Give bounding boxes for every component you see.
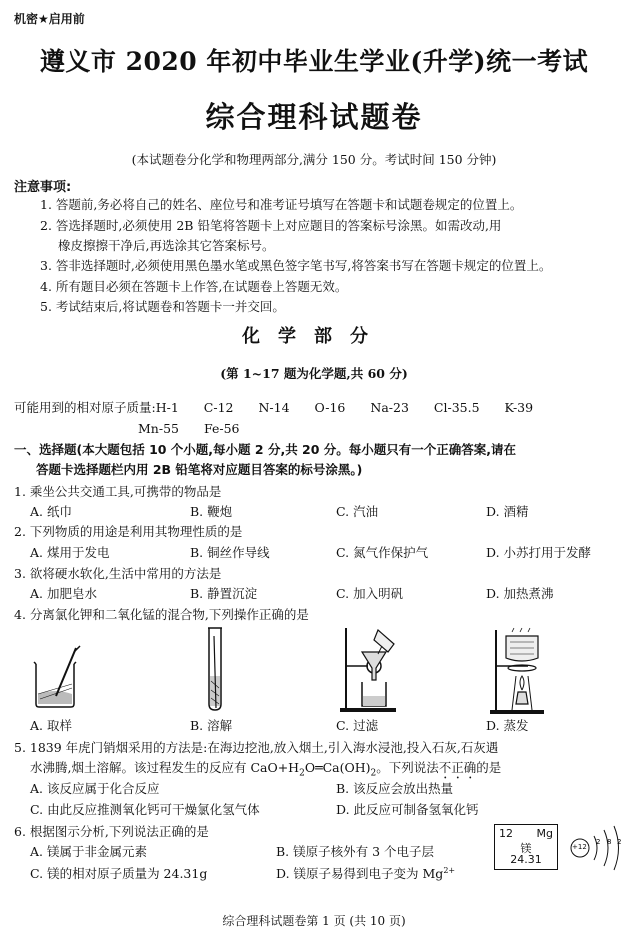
q6-d-superscript: 2+ <box>443 865 456 875</box>
q3-option-c: C. 加入明矾 <box>336 586 404 601</box>
q2-option-a: A. 煤用于发电 <box>30 545 110 560</box>
q5-text: O═Ca(OH) <box>304 760 371 775</box>
q2-option-c: C. 氮气作保护气 <box>336 545 429 560</box>
q5-option-c: C. 由此反应推测氧化钙可干燥氯化氢气体 <box>30 802 260 817</box>
shell-3-count: 2 <box>617 838 622 846</box>
notice-line: 4. 所有题目必须在答题卡上作答,在试题卷上答题无效。 <box>40 279 348 294</box>
q1-option-c: C. 汽油 <box>336 504 379 519</box>
dissolving-figure <box>200 626 230 712</box>
q1-option-a: A. 纸巾 <box>30 504 72 519</box>
atomic-masses: 可能用到的相对原子质量:H-1 C-12 N-14 O-16 Na-23 Cl-35.5 K-39 <box>14 400 534 415</box>
notice-line: 2. 答选择题时,必须使用 2B 铅笔将答题卡上对应题目的答案标号涂黑。如需改动,用 <box>40 218 502 233</box>
notice-line: 1. 答题前,务必将自己的姓名、座位号和准考证号填写在答题卡和试题卷规定的位置上。 <box>40 197 523 212</box>
exam-info: (本试题卷分化学和物理两部分,满分 150 分。考试时间 150 分钟) <box>131 152 497 167</box>
atomic-number: 12 <box>499 827 513 840</box>
section-title: 化学部分 <box>242 326 386 347</box>
q4-option-b: B. 溶解 <box>190 718 233 733</box>
exam-title: 遵义市 2020 年初中毕业生学业(升学)统一考试 <box>39 47 589 76</box>
question-6-stem: 6. 根据图示分析,下列说法正确的是 <box>14 824 209 839</box>
notice-line: 橡皮擦擦干净后,再选涂其它答案标号。 <box>58 238 275 253</box>
q5-option-a: A. 该反应属于化合反应 <box>30 781 160 796</box>
q2-option-b: B. 铜丝作导线 <box>190 545 270 560</box>
q5-text: 水沸腾,烟土溶解。该过程发生的反应有 CaO+H <box>30 760 300 775</box>
q5-option-b: B. 该反应会放出热量 <box>336 781 454 796</box>
q4-option-c: C. 过滤 <box>336 718 379 733</box>
shell-1-count: 2 <box>596 838 601 846</box>
q6-option-d <box>276 864 455 882</box>
q6-option-b: B. 镁原子核外有 3 个电子层 <box>276 844 435 859</box>
q5-option-d: D. 此反应可制备氢氧化钙 <box>336 802 479 817</box>
q6-option-a: A. 镁属于非金属元素 <box>30 844 147 859</box>
q5-text: 的是 <box>476 760 502 775</box>
confidential-mark: 机密★启用前 <box>14 12 85 26</box>
atomic-mass: 24.31 <box>510 853 542 866</box>
q5-text: 。下列说法 <box>376 760 439 775</box>
part-title: 一、选择题(本大题包括 10 个小题,每小题 2 分,共 20 分。每小题只有一个正确答案,请在 <box>14 442 517 457</box>
element-symbol: Mg <box>536 827 553 840</box>
q6-option-c: C. 镁的相对原子质量为 24.31g <box>30 866 208 881</box>
filtration-figure <box>338 622 402 714</box>
part-title-cont: 答题卡选择题栏内用 2B 铅笔将对应题目答案的标号涂黑。) <box>36 462 363 477</box>
notice-title: 注意事项: <box>14 180 72 195</box>
q4-option-a: A. 取样 <box>30 718 72 733</box>
shell-2-count: 8 <box>607 838 612 846</box>
sampling-figure <box>30 644 88 708</box>
section-subtitle: (第 1~17 题为化学题,共 60 分) <box>220 366 408 381</box>
atomic-masses-cont: Mn-55 Fe-56 <box>138 421 240 436</box>
q5-subscript: 2 <box>370 768 377 779</box>
paper-title: 综合理科试题卷 <box>205 100 423 134</box>
q6-d-text: D. 镁原子易得到电子变为 Mg <box>276 866 444 881</box>
notice-line: 3. 答非选择题时,必须使用黑色墨水笔或黑色签字笔书写,将答案书写在答题卡规定的位置上。 <box>40 258 552 273</box>
q1-option-b: B. 鞭炮 <box>190 504 233 519</box>
question-5-stem: 5. 1839 年虎门销烟采用的方法是:在海边挖池,放入烟土,引入海水浸池,投入石灰,石灰遇 <box>14 740 499 755</box>
q3-option-a: A. 加肥皂水 <box>30 586 97 601</box>
q5-emphasis: 不正确 <box>438 760 477 775</box>
question-2-stem: 2. 下列物质的用途是利用其物理性质的是 <box>14 524 243 539</box>
q4-option-d: D. 蒸发 <box>486 718 529 733</box>
element-name: 镁 <box>520 842 532 855</box>
q3-option-b: B. 静置沉淀 <box>190 586 258 601</box>
evaporation-figure <box>488 626 548 716</box>
page-footer: 综合理科试题卷第 1 页 (共 10 页) <box>222 914 406 928</box>
question-3-stem: 3. 欲将硬水软化,生活中常用的方法是 <box>14 566 222 581</box>
q2-option-d: D. 小苏打用于发酵 <box>486 545 592 560</box>
notice-line: 5. 考试结束后,将试题卷和答题卡一并交回。 <box>40 299 285 314</box>
question-4-stem: 4. 分离氯化钾和二氧化锰的混合物,下列操作正确的是 <box>14 607 309 622</box>
q5-subscript: 2 <box>299 768 305 779</box>
q3-option-d: D. 加热煮沸 <box>486 586 554 601</box>
nucleus-charge: +12 <box>572 843 587 851</box>
question-1-stem: 1. 乘坐公共交通工具,可携带的物品是 <box>14 484 222 499</box>
q1-option-d: D. 酒精 <box>486 504 529 519</box>
periodic-element-card <box>494 824 558 870</box>
